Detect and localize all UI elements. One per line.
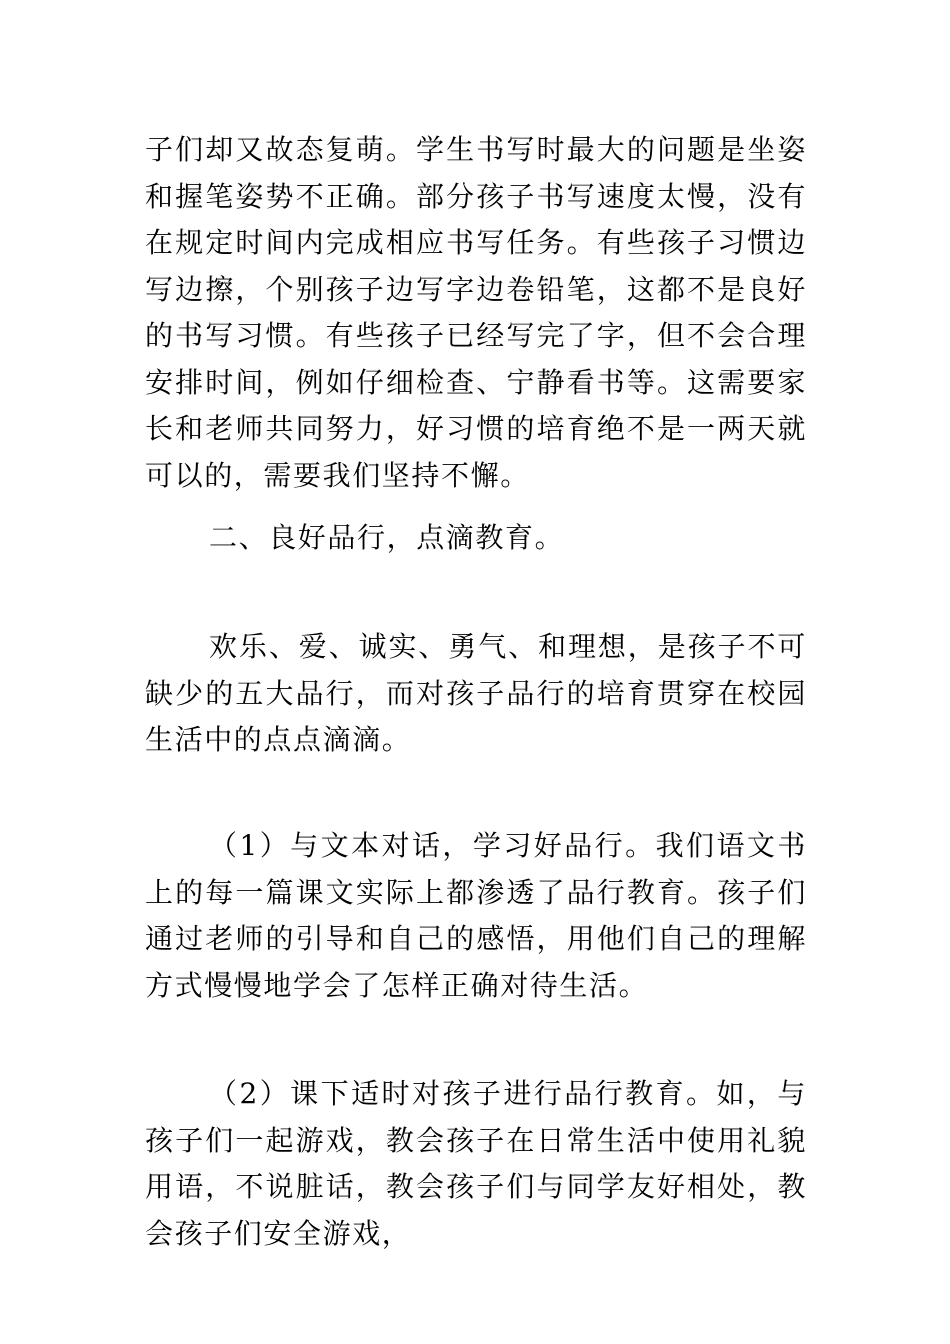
section-heading-good-conduct: 二、良好品行，点滴教育。 xyxy=(209,521,565,554)
paragraph-writing-habits: 子们却又故态复萌。学生书写时最大的问题是坐姿和握笔姿势不正确。部分孩子书写速度太慢，没有在规定时间内完成相应书写任务。有些孩子习惯边写边擦，个别孩子边写字边卷铅笔，这都不是良好的书写习惯。有些孩子已经写完了字，但不会合理安排时间，例如仔细检查、宁静看书等。这需要家长和老师共同努力，好习惯的培育绝不是一两天就可以的，需要我们坚持不懈。 xyxy=(145,133,807,492)
paragraph-item-1-text-dialogue: （1）与文本对话，学习好品行。我们语文书上的每一篇课文实际上都渗透了品行教育。孩子们通过老师的引导和自己的感悟，用他们自己的理解方式慢慢地学会了怎样正确对待生活。 xyxy=(145,829,807,1002)
paragraph-five-virtues: 欢乐、爱、诚实、勇气、和理想，是孩子不可缺少的五大品行，而对孩子品行的培育贯穿在校园生活中的点点滴滴。 xyxy=(145,630,807,756)
paragraph-item-2-after-class: （2）课下适时对孩子进行品行教育。如，与孩子们一起游戏，教会孩子在日常生活中使用礼貌用语，不说脏话，教会孩子们与同学友好相处，教会孩子们安全游戏， xyxy=(145,1077,807,1250)
